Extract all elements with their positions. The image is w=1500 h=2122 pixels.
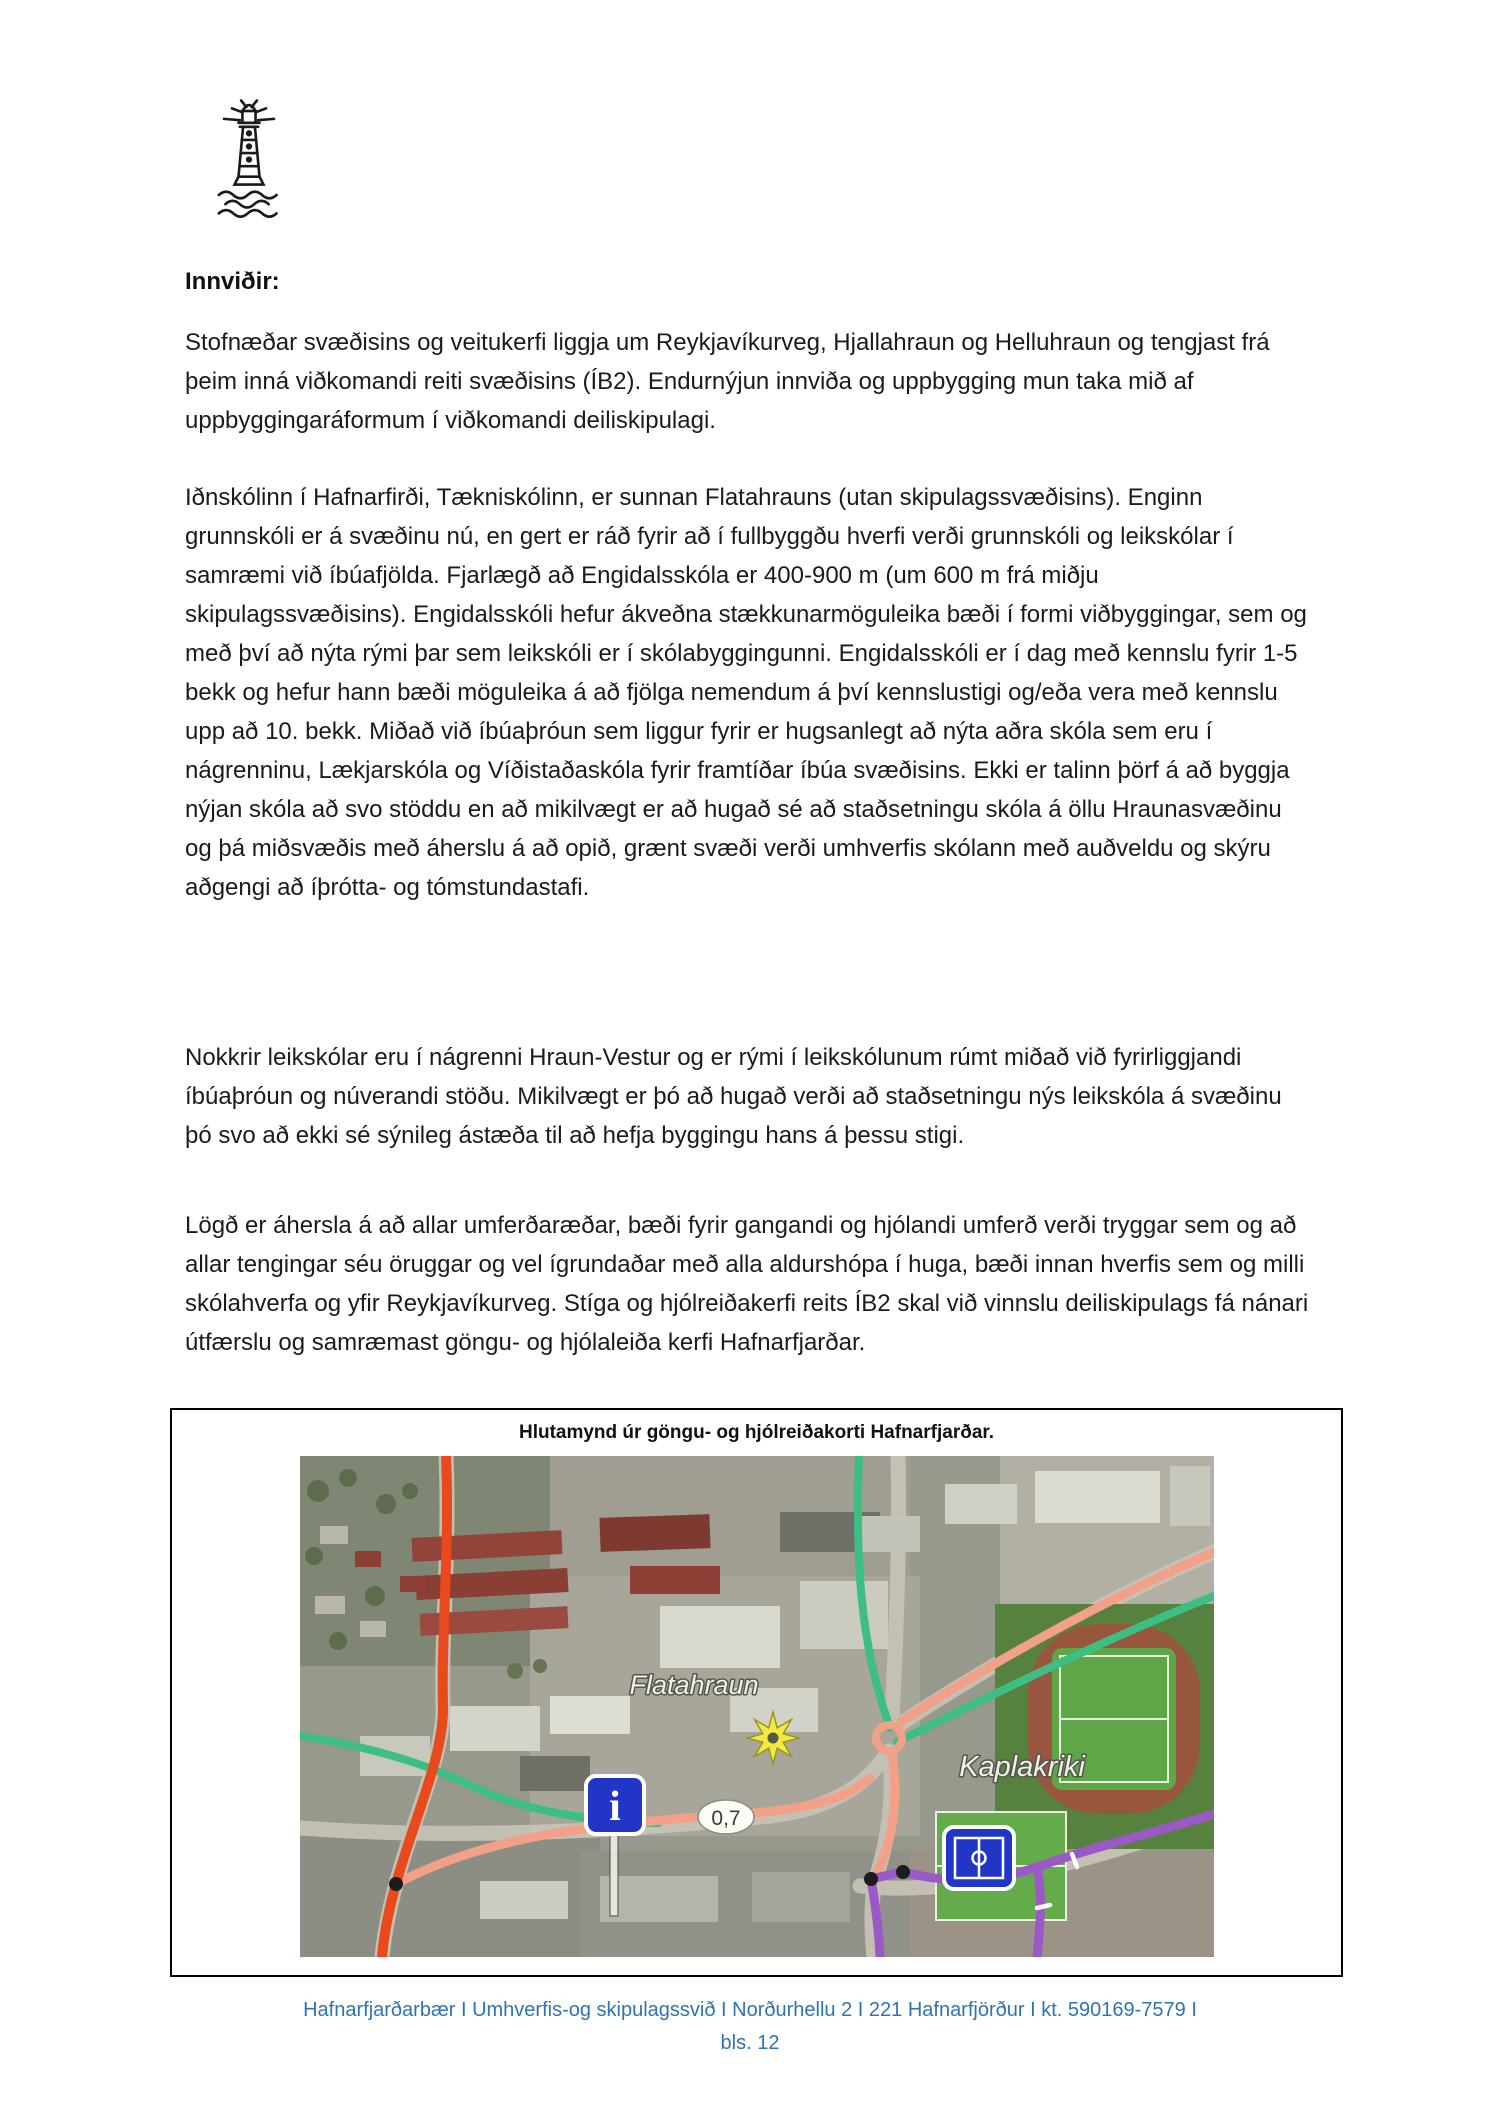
figure-box <box>170 1408 1343 1977</box>
svg-text:0,7: 0,7 <box>710 1807 741 1830</box>
star-marker-icon <box>747 1712 799 1764</box>
page-footer <box>0 1994 1500 2060</box>
footer-line: Hafnarfjarðarbær I Umhverfis-og skipulagssvið I Norðurhellu 2 I 221 Hafnarfjörður I kt. 590169-7579 I <box>303 1999 1197 2021</box>
body-paragraph-4: Lögð er áhersla á að allar umferðaræðar, bæði fyrir gangandi og hjólandi umferð verði tryggar sem og að allar tengingar séu öruggar og vel ígrundaðar með alla aldurshópa í huga, bæði innan hverfis sem og milli skólahverfa og yfir Reykjavíkurveg. Stíga og hjólreiðakerfi reits ÍB2 skal við vinnslu deiliskipulags fá nánari útfærslu og samræmast göngu- og hjólaleiða kerfi Hafnarfjarðar. <box>185 1212 1309 1356</box>
lighthouse-logo-icon <box>207 86 291 220</box>
distance-marker <box>698 1800 754 1834</box>
soccer-field-icon <box>944 1827 1014 1889</box>
map-image <box>300 1456 1214 1957</box>
map-label-kaplakriki: Kaplakriki <box>958 1751 1085 1783</box>
page-number: bls. 12 <box>720 2032 780 2054</box>
body-paragraph-2: Iðnskólinn í Hafnarfirði, Tækniskólinn, er sunnan Flatahrauns (utan skipulagssvæðisins). Enginn grunnskóli er á svæðinu nú, en gert er ráð fyrir að í fullbyggðu hverfi verði grunnskóli og leikskólar í samræmi við íbúafjölda. Fjarlægð að Engidalsskóla er 400-900 m (um 600 m frá miðju skipulagssvæðisins). Engidalsskóli hefur ákveðna stækkunarmöguleika bæði í formi viðbyggingar, sem og með því að nýta rými þar sem leikskóli er í skólabyggingunni. Engidalsskóli er í dag með kennslu fyrir 1-5 bekk og hefur hann bæði möguleika á að fjölga nemendum á því kennslustigi og/eða vera með kennslu upp að 10. bekk. Miðað við íbúaþróun sem liggur fyrir er hugsanlegt að nýta aðra skóla sem eru í nágrenninu, Lækjarskóla og Víðistaðaskóla fyrir framtíðar íbúa svæðisins. Ekki er talinn þörf á að byggja nýjan skóla að svo stöddu en að mikilvægt er að hugað sé að staðsetningu skóla á öllu Hraunasvæðinu og þá miðsvæðis með áherslu á að opið, grænt svæði verði umhverfis skólann með auðveldu og skýru aðgengi að íþrótta- og tómstundastafi. <box>185 484 1307 901</box>
svg-text:i: i <box>608 1784 621 1830</box>
map-label-flatahraun: Flatahraun <box>628 1670 759 1700</box>
body-paragraph-1: Stofnæðar svæðisins og veitukerfi liggja um Reykjavíkurveg, Hjallahraun og Helluhraun og tengjast frá þeim inná viðkomandi reiti svæðisins (ÍB2). Endurnýjun innviða og uppbygging mun taka mið af uppbyggingaráformum í viðkomandi deiliskipulagi. <box>185 329 1270 434</box>
figure-caption: Hlutamynd úr göngu- og hjólreiðakorti Hafnarfjarðar. <box>518 1422 995 1443</box>
section-heading: Innviðir: <box>185 268 280 295</box>
body-paragraph-3: Nokkrir leikskólar eru í nágrenni Hraun-Vestur og er rými í leikskólunum rúmt miðað við fyrirliggjandi íbúaþróun og núverandi stöðu. Mikilvægt er þó að hugað verði að staðsetningu nýs leikskóla á svæðinu þó svo að ekki sé sýnileg ástæða til að hefja byggingu hans á þessu stigi. <box>185 1044 1282 1149</box>
